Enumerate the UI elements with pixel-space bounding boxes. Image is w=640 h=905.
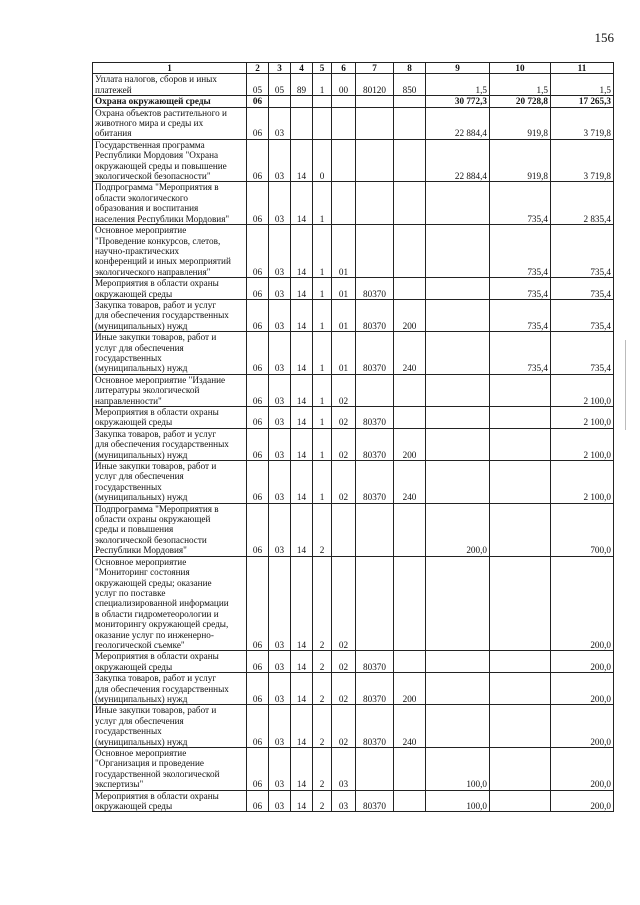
cell-program [291, 96, 313, 107]
cell-direction [356, 107, 394, 139]
table-row [93, 748, 614, 791]
page-number: 156 [594, 30, 614, 45]
cell-name: Основное мероприятие "Проведение конкурсов, слетов, научно-практических конференций и иных мероприятий экологического направления" [93, 225, 247, 278]
cell-direction [356, 503, 394, 556]
cell-name: Охрана окружающей среды [93, 96, 247, 107]
cell-amount-1: 100,0 [426, 748, 490, 791]
cell-amount-2: 20 728,8 [490, 96, 551, 107]
cell-section: 06 [247, 332, 269, 375]
cell-section: 06 [247, 107, 269, 139]
cell-subprogram: 1 [313, 374, 332, 406]
cell-activity: 03 [332, 790, 356, 812]
table-row [93, 651, 614, 673]
cell-amount-3: 3 719,8 [551, 107, 614, 139]
cell-subprogram: 1 [313, 299, 332, 331]
cell-amount-3: 2 835,4 [551, 182, 614, 225]
cell-subprogram: 1 [313, 225, 332, 278]
cell-activity: 02 [332, 428, 356, 460]
column-header: 1 [93, 63, 247, 74]
cell-amount-2 [490, 503, 551, 556]
cell-name: Основное мероприятие "Организация и проведение государственной экологической экспертизы" [93, 748, 247, 791]
cell-amount-3: 200,0 [551, 556, 614, 651]
column-header: 2 [247, 63, 269, 74]
table-row [93, 556, 614, 651]
column-header: 6 [332, 63, 356, 74]
cell-direction [356, 96, 394, 107]
cell-amount-2 [490, 428, 551, 460]
cell-program: 14 [291, 748, 313, 791]
table-row [93, 107, 614, 139]
cell-amount-1 [426, 705, 490, 748]
cell-amount-2 [490, 461, 551, 504]
table-row [93, 374, 614, 406]
cell-section: 06 [247, 278, 269, 300]
cell-subprogram: 1 [313, 428, 332, 460]
table-row [93, 225, 614, 278]
budget-table [92, 62, 614, 812]
cell-direction [356, 182, 394, 225]
cell-section: 06 [247, 748, 269, 791]
cell-amount-1 [426, 225, 490, 278]
cell-activity: 02 [332, 556, 356, 651]
cell-subsection: 03 [269, 299, 291, 331]
cell-program: 14 [291, 139, 313, 182]
table-row [93, 278, 614, 300]
cell-section: 06 [247, 503, 269, 556]
cell-subsection: 03 [269, 278, 291, 300]
cell-name: Иные закупки товаров, работ и услуг для обеспечения государственных (муниципальных) нужд [93, 332, 247, 375]
cell-program: 14 [291, 651, 313, 673]
cell-expense-type [394, 748, 426, 791]
cell-expense-type: 240 [394, 332, 426, 375]
cell-direction: 80370 [356, 651, 394, 673]
cell-program: 14 [291, 182, 313, 225]
cell-section: 06 [247, 139, 269, 182]
cell-subprogram: 1 [313, 332, 332, 375]
cell-expense-type: 200 [394, 673, 426, 705]
cell-name: Основное мероприятие "Мониторинг состояния окружающей среды; оказание услуг по поставке специализированной информации в области гидрометеорологии и мониторингу окружающей среды, оказание услуг по инженерно- геологической съемке" [93, 556, 247, 651]
cell-activity [332, 139, 356, 182]
cell-subprogram: 2 [313, 556, 332, 651]
cell-amount-3: 2 100,0 [551, 428, 614, 460]
cell-name: Иные закупки товаров, работ и услуг для обеспечения государственных (муниципальных) нужд [93, 705, 247, 748]
cell-section: 06 [247, 299, 269, 331]
cell-direction: 80370 [356, 705, 394, 748]
cell-name: Мероприятия в области охраны окружающей среды [93, 407, 247, 429]
cell-subprogram: 2 [313, 673, 332, 705]
cell-activity: 02 [332, 651, 356, 673]
cell-name: Подпрограмма "Мероприятия в области экологического образования и воспитания населения Республики Мордовия" [93, 182, 247, 225]
cell-name: Мероприятия в области охраны окружающей среды [93, 651, 247, 673]
cell-subsection [269, 96, 291, 107]
cell-amount-1 [426, 182, 490, 225]
table-row [93, 139, 614, 182]
cell-amount-2 [490, 374, 551, 406]
cell-activity: 00 [332, 74, 356, 96]
cell-direction: 80370 [356, 299, 394, 331]
cell-subsection: 03 [269, 651, 291, 673]
table-row [93, 461, 614, 504]
cell-section: 05 [247, 74, 269, 96]
cell-program: 14 [291, 461, 313, 504]
cell-section: 06 [247, 182, 269, 225]
cell-name: Охрана объектов растительного и животного мира и среды их обитания [93, 107, 247, 139]
cell-amount-2: 1,5 [490, 74, 551, 96]
cell-amount-1: 22 884,4 [426, 107, 490, 139]
column-header: 11 [551, 63, 614, 74]
cell-amount-1 [426, 461, 490, 504]
cell-amount-2: 735,4 [490, 225, 551, 278]
cell-program: 14 [291, 705, 313, 748]
cell-amount-2 [490, 673, 551, 705]
cell-activity: 02 [332, 374, 356, 406]
cell-expense-type [394, 503, 426, 556]
cell-amount-3: 200,0 [551, 748, 614, 791]
cell-amount-3: 1,5 [551, 74, 614, 96]
cell-section: 06 [247, 673, 269, 705]
cell-subsection: 03 [269, 461, 291, 504]
cell-amount-1 [426, 428, 490, 460]
cell-amount-2 [490, 556, 551, 651]
cell-section: 06 [247, 790, 269, 812]
cell-subprogram: 2 [313, 651, 332, 673]
table-row [93, 182, 614, 225]
cell-section: 06 [247, 96, 269, 107]
cell-activity [332, 107, 356, 139]
cell-direction [356, 374, 394, 406]
cell-subprogram: 1 [313, 182, 332, 225]
cell-amount-2 [490, 748, 551, 791]
cell-amount-2: 919,8 [490, 139, 551, 182]
table-header-row [93, 63, 614, 74]
cell-amount-3: 2 100,0 [551, 374, 614, 406]
column-header: 8 [394, 63, 426, 74]
cell-name: Основное мероприятие "Издание литературы экологической направленности" [93, 374, 247, 406]
cell-direction [356, 556, 394, 651]
cell-amount-3: 200,0 [551, 651, 614, 673]
cell-amount-2: 735,4 [490, 332, 551, 375]
cell-amount-3: 735,4 [551, 332, 614, 375]
cell-direction: 80120 [356, 74, 394, 96]
cell-activity [332, 182, 356, 225]
cell-activity: 02 [332, 461, 356, 504]
cell-activity: 01 [332, 332, 356, 375]
table-row [93, 407, 614, 429]
cell-section: 06 [247, 705, 269, 748]
cell-subprogram [313, 96, 332, 107]
cell-subprogram: 2 [313, 503, 332, 556]
cell-program: 14 [291, 790, 313, 812]
cell-direction [356, 139, 394, 182]
cell-section: 06 [247, 225, 269, 278]
cell-direction: 80370 [356, 428, 394, 460]
cell-amount-3: 17 265,3 [551, 96, 614, 107]
table-row [93, 673, 614, 705]
cell-amount-1 [426, 278, 490, 300]
cell-amount-1 [426, 299, 490, 331]
cell-program: 14 [291, 278, 313, 300]
cell-section: 06 [247, 651, 269, 673]
cell-program: 14 [291, 332, 313, 375]
cell-section: 06 [247, 374, 269, 406]
cell-expense-type [394, 278, 426, 300]
cell-amount-3: 2 100,0 [551, 461, 614, 504]
cell-amount-3: 200,0 [551, 705, 614, 748]
column-header: 5 [313, 63, 332, 74]
cell-amount-3: 735,4 [551, 225, 614, 278]
cell-amount-3: 200,0 [551, 673, 614, 705]
scan-edge-mark [625, 340, 626, 430]
cell-section: 06 [247, 461, 269, 504]
cell-expense-type: 200 [394, 299, 426, 331]
cell-section: 06 [247, 428, 269, 460]
cell-subsection: 03 [269, 556, 291, 651]
cell-direction: 80370 [356, 278, 394, 300]
column-header: 9 [426, 63, 490, 74]
cell-name: Уплата налогов, сборов и иных платежей [93, 74, 247, 96]
cell-subprogram: 1 [313, 407, 332, 429]
table-row [93, 74, 614, 96]
cell-name: Государственная программа Республики Мордовия "Охрана окружающей среды и повышение экологической безопасности" [93, 139, 247, 182]
cell-section: 06 [247, 556, 269, 651]
cell-name: Закупка товаров, работ и услуг для обеспечения государственных (муниципальных) нужд [93, 428, 247, 460]
column-header: 4 [291, 63, 313, 74]
table-row [93, 299, 614, 331]
cell-subsection: 03 [269, 503, 291, 556]
cell-subsection: 05 [269, 74, 291, 96]
cell-subsection: 03 [269, 225, 291, 278]
cell-name: Подпрограмма "Мероприятия в области охраны окружающей среды и повышения экологической безопасности Республики Мордовия" [93, 503, 247, 556]
cell-expense-type [394, 556, 426, 651]
cell-subprogram: 1 [313, 461, 332, 504]
cell-subprogram: 2 [313, 705, 332, 748]
cell-amount-2 [490, 407, 551, 429]
cell-program: 14 [291, 225, 313, 278]
table-row [93, 790, 614, 812]
cell-subprogram: 0 [313, 139, 332, 182]
cell-program: 14 [291, 407, 313, 429]
cell-subsection: 03 [269, 790, 291, 812]
cell-subsection: 03 [269, 428, 291, 460]
cell-program: 14 [291, 673, 313, 705]
table-row [93, 96, 614, 107]
cell-direction [356, 225, 394, 278]
column-header: 3 [269, 63, 291, 74]
cell-amount-1: 1,5 [426, 74, 490, 96]
cell-expense-type: 200 [394, 428, 426, 460]
cell-amount-1 [426, 374, 490, 406]
cell-expense-type [394, 139, 426, 182]
cell-expense-type: 850 [394, 74, 426, 96]
cell-subsection: 03 [269, 139, 291, 182]
table-row [93, 428, 614, 460]
cell-subsection: 03 [269, 182, 291, 225]
cell-amount-2 [490, 651, 551, 673]
cell-program: 14 [291, 503, 313, 556]
cell-subprogram [313, 107, 332, 139]
cell-amount-1: 22 884,4 [426, 139, 490, 182]
cell-amount-3: 700,0 [551, 503, 614, 556]
cell-program: 89 [291, 74, 313, 96]
cell-subprogram: 1 [313, 278, 332, 300]
cell-amount-2 [490, 705, 551, 748]
cell-direction: 80370 [356, 673, 394, 705]
cell-expense-type [394, 107, 426, 139]
cell-subsection: 03 [269, 705, 291, 748]
table-body [93, 74, 614, 812]
cell-amount-2: 735,4 [490, 299, 551, 331]
cell-activity [332, 96, 356, 107]
cell-expense-type: 240 [394, 461, 426, 504]
cell-activity: 01 [332, 225, 356, 278]
cell-amount-2 [490, 790, 551, 812]
cell-direction: 80370 [356, 790, 394, 812]
cell-amount-1 [426, 673, 490, 705]
cell-expense-type [394, 374, 426, 406]
cell-subsection: 03 [269, 332, 291, 375]
cell-amount-3: 3 719,8 [551, 139, 614, 182]
cell-activity: 02 [332, 673, 356, 705]
table-row [93, 503, 614, 556]
cell-name: Закупка товаров, работ и услуг для обеспечения государственных (муниципальных) нужд [93, 299, 247, 331]
cell-subsection: 03 [269, 407, 291, 429]
cell-activity: 01 [332, 278, 356, 300]
cell-amount-2: 735,4 [490, 278, 551, 300]
cell-subprogram: 2 [313, 748, 332, 791]
table-row [93, 332, 614, 375]
column-header: 7 [356, 63, 394, 74]
cell-program: 14 [291, 556, 313, 651]
cell-subsection: 03 [269, 673, 291, 705]
cell-name: Закупка товаров, работ и услуг для обеспечения государственных (муниципальных) нужд [93, 673, 247, 705]
cell-name: Мероприятия в области охраны окружающей среды [93, 278, 247, 300]
cell-program: 14 [291, 299, 313, 331]
cell-amount-3: 2 100,0 [551, 407, 614, 429]
cell-expense-type [394, 407, 426, 429]
cell-direction: 80370 [356, 461, 394, 504]
cell-program: 14 [291, 374, 313, 406]
cell-amount-1 [426, 332, 490, 375]
cell-expense-type: 240 [394, 705, 426, 748]
cell-direction: 80370 [356, 332, 394, 375]
cell-amount-1: 30 772,3 [426, 96, 490, 107]
cell-expense-type [394, 182, 426, 225]
cell-amount-2: 919,8 [490, 107, 551, 139]
cell-expense-type [394, 225, 426, 278]
cell-subsection: 03 [269, 748, 291, 791]
cell-activity [332, 503, 356, 556]
cell-amount-1: 200,0 [426, 503, 490, 556]
cell-amount-3: 735,4 [551, 299, 614, 331]
cell-amount-3: 735,4 [551, 278, 614, 300]
cell-activity: 03 [332, 748, 356, 791]
cell-program: 14 [291, 428, 313, 460]
cell-name: Мероприятия в области охраны окружающей среды [93, 790, 247, 812]
cell-expense-type [394, 790, 426, 812]
cell-activity: 02 [332, 705, 356, 748]
cell-subsection: 03 [269, 107, 291, 139]
cell-name: Иные закупки товаров, работ и услуг для обеспечения государственных (муниципальных) нужд [93, 461, 247, 504]
column-header: 10 [490, 63, 551, 74]
cell-amount-2: 735,4 [490, 182, 551, 225]
cell-amount-1: 100,0 [426, 790, 490, 812]
cell-expense-type [394, 651, 426, 673]
cell-subprogram: 2 [313, 790, 332, 812]
cell-amount-1 [426, 651, 490, 673]
cell-subsection: 03 [269, 374, 291, 406]
cell-activity: 02 [332, 407, 356, 429]
table-row [93, 705, 614, 748]
cell-amount-1 [426, 556, 490, 651]
cell-section: 06 [247, 407, 269, 429]
cell-direction: 80370 [356, 407, 394, 429]
cell-amount-1 [426, 407, 490, 429]
cell-subprogram: 1 [313, 74, 332, 96]
cell-expense-type [394, 96, 426, 107]
cell-activity: 01 [332, 299, 356, 331]
cell-direction [356, 748, 394, 791]
cell-amount-3: 200,0 [551, 790, 614, 812]
cell-program [291, 107, 313, 139]
